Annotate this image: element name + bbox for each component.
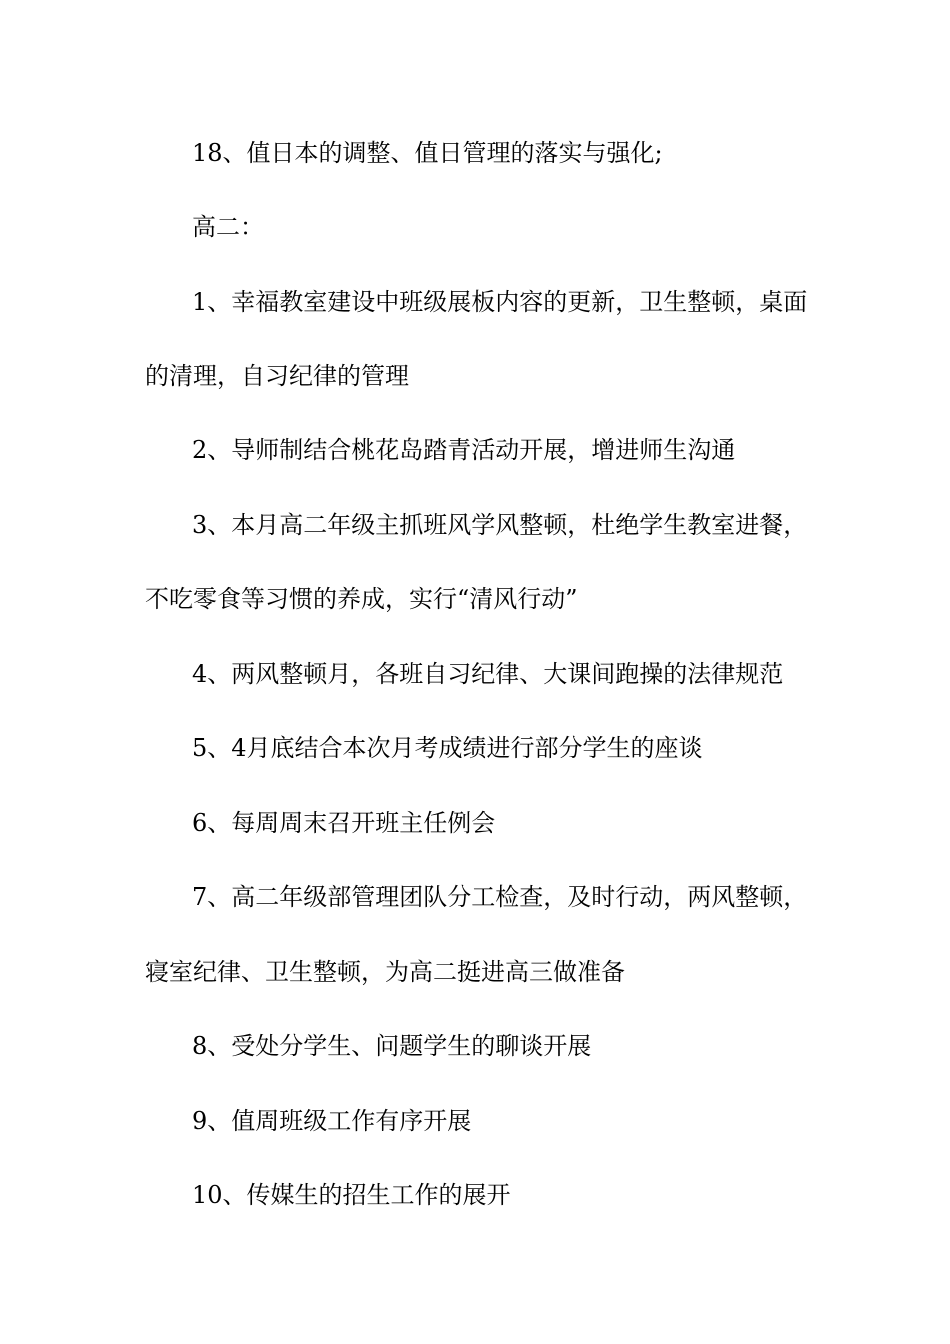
- paragraph-line: 9、值周班级工作有序开展: [192, 1107, 472, 1135]
- paragraph-line: 3、本月高二年级主抓班风学风整顿，杜绝学生教室进餐，: [192, 511, 808, 539]
- paragraph-line: 2、导师制结合桃花岛踏青活动开展，增进师生沟通: [192, 436, 736, 464]
- paragraph-line: 5、4月底结合本次月考成绩进行部分学生的座谈: [192, 734, 703, 762]
- paragraph-line: 1、幸福教室建设中班级展板内容的更新，卫生整顿，桌面: [192, 288, 808, 316]
- section-heading: 高二：: [192, 213, 264, 241]
- paragraph-line: 18、值日本的调整、值日管理的落实与强化;: [192, 139, 663, 167]
- paragraph-line: 不吃零食等习惯的养成，实行“清风行动”: [145, 585, 578, 613]
- paragraph-line: 8、受处分学生、问题学生的聊谈开展: [192, 1032, 592, 1060]
- paragraph-line: 4、两风整顿月，各班自习纪律、大课间跑操的法律规范: [192, 660, 784, 688]
- paragraph-line: 寝室纪律、卫生整顿，为高二挺进高三做准备: [145, 958, 625, 986]
- paragraph-line: 6、每周周末召开班主任例会: [192, 809, 496, 837]
- paragraph-line: 7、高二年级部管理团队分工检查，及时行动，两风整顿，: [192, 883, 808, 911]
- paragraph-line: 10、传媒生的招生工作的展开: [192, 1181, 511, 1209]
- paragraph-line: 的清理，自习纪律的管理: [145, 362, 409, 390]
